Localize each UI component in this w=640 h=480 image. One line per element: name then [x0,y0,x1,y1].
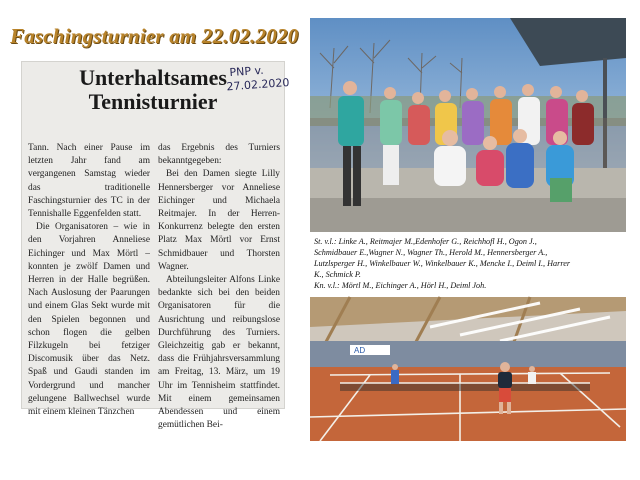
article-body [28,142,280,431]
paragraph: das Ergebnis des Turniers bekanntgegeben: [158,143,280,167]
caption-line: Lutzlsperger H., Winkelbauer W., Winkelbauer K., Mencke I., Deiml I., Harrer [314,259,571,268]
newspaper-clipping [22,62,290,431]
caption-line: Kn. v.l.: Mörtl M., Eichinger A., Hörl H., Deiml Joh. [314,281,487,290]
group-photo [310,18,626,232]
paragraph: Die Organisatoren – wie in den Vorjahren Anneliese Eichinger und Max Mörtl – konnten je zwölf Damen und Herren in der Halle begrüßen. Nach Auslosung der Paarungen und einem Glas Sekt wurde mit den Spielen begonnen und schon flogen die gelben Filzkugeln bei fetziger Discomusik über das Netz. Spaß und Gaudi standen im Vordergrund und mancher gelungene Ballwechsel wurde mit einem kleinen Tänzchen [28,222,150,418]
page-title: Faschingsturnier am 22.02.2020 [10,24,299,48]
court-banner: AD [354,346,366,355]
caption-line: St. v.l.: Linke A., Reitmajer M.,Edenhofer G., Reichhofl H., Ogon J., [314,237,537,246]
paragraph: Abteilungsleiter Alfons Linke bedankte sich bei den beiden Organisatoren für die Ausrichtung und reibungslose Durchführung des Turniers. Gleichzeitig gab er bekannt, dass die Frühjahrsversammlung am Freitag, 13. März, um 19 Uhr im Tennisheim stattfindet. Mit einem gemeinsamen Abendessen und einem gemütlichen Bei- [158,275,280,431]
headline-line-2: Tennisturnier [88,89,218,114]
article-column-2 [158,142,280,431]
photo-caption [314,236,626,291]
headline-line-1: Unterhaltsames [79,65,227,90]
group-photo-illustration [310,18,626,232]
source-note: PNP v. [229,63,265,80]
caption-line: K., Schmick P. [314,270,361,279]
paragraph: Bei den Damen siegte Lilly Hennersberger vor Anneliese Eichinger und Michaela Reitmajer. In der Herren-Konkurrenz belegte den ersten Platz Max Mörtl vor Ernst Schmidbauer und Thorsten Wagner. [158,169,280,272]
article-column-1 [28,142,150,418]
tennis-hall-illustration [310,297,626,441]
date-note: 27.02.2020 [226,75,290,94]
paragraph: Tann. Nach einer Pause im letzten Jahr fand am vergangenen Samstag wieder das traditionelle Faschingsturnier des TC in der Tennishalle Eggenfelden statt. [28,143,150,220]
tennis-hall-photo [310,297,626,441]
caption-line: Schmidbauer E.,Wagner N., Wagner Th., Herold M., Hennersberger A., [314,248,548,257]
article-headline [22,63,284,114]
